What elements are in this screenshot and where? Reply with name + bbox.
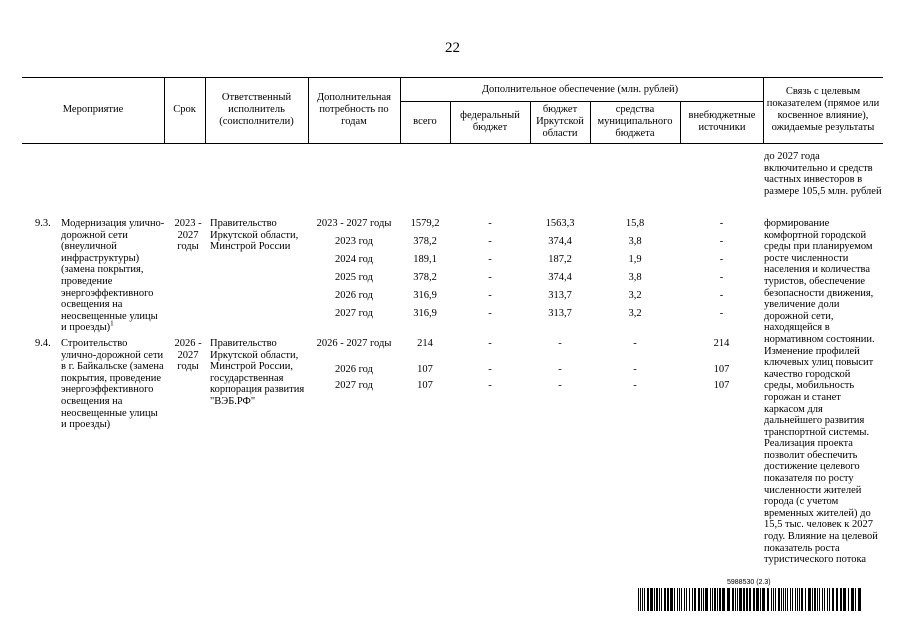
barcode-bar [792,588,793,611]
year-cell-regional: 374,4 [548,236,572,247]
barcode-bar [749,588,751,611]
barcode-bar [795,588,796,611]
barcode-bar [812,588,813,611]
row-term: 2023 - 2027 годы [174,218,202,253]
year-cell-total: 378,2 [413,236,437,247]
year-cell-municipal: 3,2 [628,290,642,301]
barcode-bar [644,588,645,611]
year-cell-period: 2026 - 2027 годы [316,338,392,349]
barcode-bar [762,588,765,611]
barcode-bar [829,588,830,611]
barcode-bar [767,588,769,611]
barcode-bar [638,588,639,611]
barcode-bar [771,588,772,611]
barcode-image [638,588,862,611]
year-cell-period: 2027 год [335,380,373,391]
year-cell-federal: - [488,272,492,283]
barcode-bar [817,588,818,611]
year-cell-municipal: - [633,338,637,349]
barcode-bar [712,588,713,611]
year-cell-period: 2023 - 2027 годы [316,218,392,229]
barcode-bar [848,588,849,611]
year-cell-extra: - [719,218,724,229]
barcode-bar [642,588,643,611]
year-cell-municipal: 3,8 [628,272,642,283]
row-activity: Строительство улично-дорожной сети в г. Байкальске (замена покрытия, проведение энергоэффективного освещения на неосвещенные улицы и проезды) [61,338,164,431]
year-cell-regional: - [558,338,562,349]
row-number: 9.4. [35,338,51,349]
barcode-bar [737,588,738,611]
header-federal: федеральный бюджет [460,110,520,133]
year-cell-total: 214 [417,338,433,349]
barcode-bar [808,588,811,611]
year-cell-municipal: 15,8 [625,218,645,229]
barcode-bar [756,588,759,611]
year-cell-federal: - [488,364,492,375]
year-cell-regional: - [558,380,562,391]
barcode-bar [650,588,653,611]
year-cell-total: 189,1 [413,254,437,265]
barcode-bar [790,588,791,611]
barcode-bar [746,588,748,611]
barcode-bar [760,588,761,611]
year-cell-extra: - [719,290,724,301]
barcode-bar [686,588,687,611]
year-cell-period: 2025 год [335,272,373,283]
year-cell-regional: 187,2 [548,254,572,265]
barcode-bar [656,588,658,611]
barcode-bar [805,588,806,611]
barcode-bar [714,588,716,611]
header-municipal: средства муниципального бюджета [597,104,673,139]
year-cell-total: 1579,2 [410,218,440,229]
barcode-bar [694,588,696,611]
barcode-bar [832,588,834,611]
header-term: Срок [173,104,196,115]
barcode-bar [855,588,856,611]
barcode-bar [659,588,660,611]
barcode-bar [824,588,825,611]
year-cell-extra: - [719,236,724,247]
row-executor: Правительство Иркутской области, Минстрой России, государственная корпорация развития "ВЭБ.РФ" [210,338,305,407]
header-extra: внебюджетные источники [688,110,756,133]
barcode-bar [743,588,745,611]
barcode-bar [735,588,736,611]
barcode-bar [710,588,711,611]
header-regional: бюджет Иркутской области [536,104,584,139]
barcode-bar [705,588,708,611]
barcode-bar [827,588,828,611]
year-cell-extra: - [719,272,724,283]
header-total: всего [413,116,437,127]
year-cell-federal: - [488,308,492,319]
barcode-bar [819,588,820,611]
barcode-bar [843,588,846,611]
barcode-bar [727,588,730,611]
barcode-bar [836,588,838,611]
header-funding-group: Дополнительное обеспечение (млн. рублей) [481,84,679,95]
barcode-bar [775,588,776,611]
barcode-bar [722,588,725,611]
barcode-bar [692,588,693,611]
year-cell-regional: 313,7 [548,308,572,319]
barcode-bar [851,588,854,611]
year-cell-period: 2024 год [335,254,373,265]
barcode-bar [647,588,649,611]
year-cell-federal: - [488,254,492,265]
barcode-bar [797,588,798,611]
year-cell-municipal: - [633,364,637,375]
year-cell-extra: 107 [713,380,730,391]
row-executor: Правительство Иркутской области, Минстрой России [210,218,299,253]
barcode-bar [778,588,780,611]
year-cell-period: 2026 год [335,290,373,301]
year-cell-federal: - [488,218,492,229]
year-cell-period: 2023 год [335,236,373,247]
barcode-bar [667,588,669,611]
year-cell-total: 316,9 [413,308,437,319]
barcode-label: 5988530 (2.3) [727,579,771,586]
header-link: Связь с целевым показателем (прямое или косвенное влияние), ожидаемые результаты [766,86,880,133]
year-cell-regional: 1563,3 [545,218,575,229]
barcode-bar [664,588,666,611]
year-cell-total: 107 [417,380,433,391]
year-cell-extra: - [719,308,724,319]
row-number: 9.3. [35,218,51,229]
barcode-bar [640,588,641,611]
barcode-bar [787,588,788,611]
year-cell-period: 2026 год [335,364,373,375]
header-executor: Ответственный исполнитель (соисполнители) [219,92,294,127]
year-cell-extra: 107 [713,364,730,375]
barcode-bar [698,588,700,611]
year-cell-municipal: - [633,380,637,391]
barcode-bar [799,588,800,611]
year-cell-extra: 214 [713,338,730,349]
header-need: Дополнительная потребность по годам [316,92,391,127]
barcode-bar [840,588,842,611]
barcode-bar [661,588,662,611]
barcode-bar [689,588,690,611]
year-cell-regional: 313,7 [548,290,572,301]
year-cell-regional: - [558,364,562,375]
barcode-bar [679,588,680,611]
barcode-bar [814,588,816,611]
year-cell-regional: 374,4 [548,272,572,283]
year-cell-federal: - [488,380,492,391]
barcode-bar [783,588,784,611]
year-cell-total: 316,9 [413,290,437,301]
barcode-bar [670,588,673,611]
page-number: 22 [445,40,460,56]
year-cell-federal: - [488,338,492,349]
barcode-bar [785,588,786,611]
year-cell-total: 107 [417,364,433,375]
year-cell-municipal: 1,9 [628,254,642,265]
row-term: 2026 - 2027 годы [174,338,202,373]
year-cell-municipal: 3,2 [628,308,642,319]
barcode-bar [677,588,678,611]
year-cell-period: 2027 год [335,308,373,319]
year-cell-municipal: 3,8 [628,236,642,247]
year-cell-federal: - [488,236,492,247]
barcode-bar [701,588,702,611]
barcode-bar [739,588,742,611]
barcode-bar [753,588,755,611]
header-activity: Мероприятие [62,104,124,115]
carry-over-text: до 2027 года включительно и средств частных инвесторов в размере 105,5 млн. рублей [764,151,882,197]
barcode-bar [732,588,734,611]
row-activity: Модернизация улично-дорожной сети (внеуличной инфраструктуры) (замена покрытия, проведение энергоэффективного освещения на неосвещенные улицы и проезды)$^1$ [61,218,165,334]
footnote-mark: 1 [110,319,114,328]
barcode-bar [674,588,675,611]
year-cell-extra: - [719,254,724,265]
year-cell-total: 378,2 [413,272,437,283]
barcode-bar [654,588,655,611]
year-cell-federal: - [488,290,492,301]
barcode-bar [773,588,774,611]
result-text: формирование комфортной городской среды при планируемом росте численности населения и количества туристов, обеспечение безопасности движения, увеличение доли дорожной сети, находящейся в нормативном состоянии. Изменение профилей ключевых улиц повысит качество городской среды, мобильность горожан и станет каркасом для дальнейшего развития транспортной системы. Реализация проекта позволит обеспечить достижение целевого показателя по росту численности жителей города (с учетом временных жителей) до 15,5 тыс. человек к 2027 году. Влияние на целевой показатель роста туристического потока [764,218,878,566]
barcode-bar [717,588,718,611]
barcode-bar [719,588,721,611]
barcode-bar [681,588,682,611]
barcode-bar [801,588,803,611]
barcode-bar [684,588,685,611]
barcode-bar [822,588,823,611]
barcode-bar [858,588,861,611]
barcode-bar [703,588,704,611]
barcode-bar [781,588,782,611]
